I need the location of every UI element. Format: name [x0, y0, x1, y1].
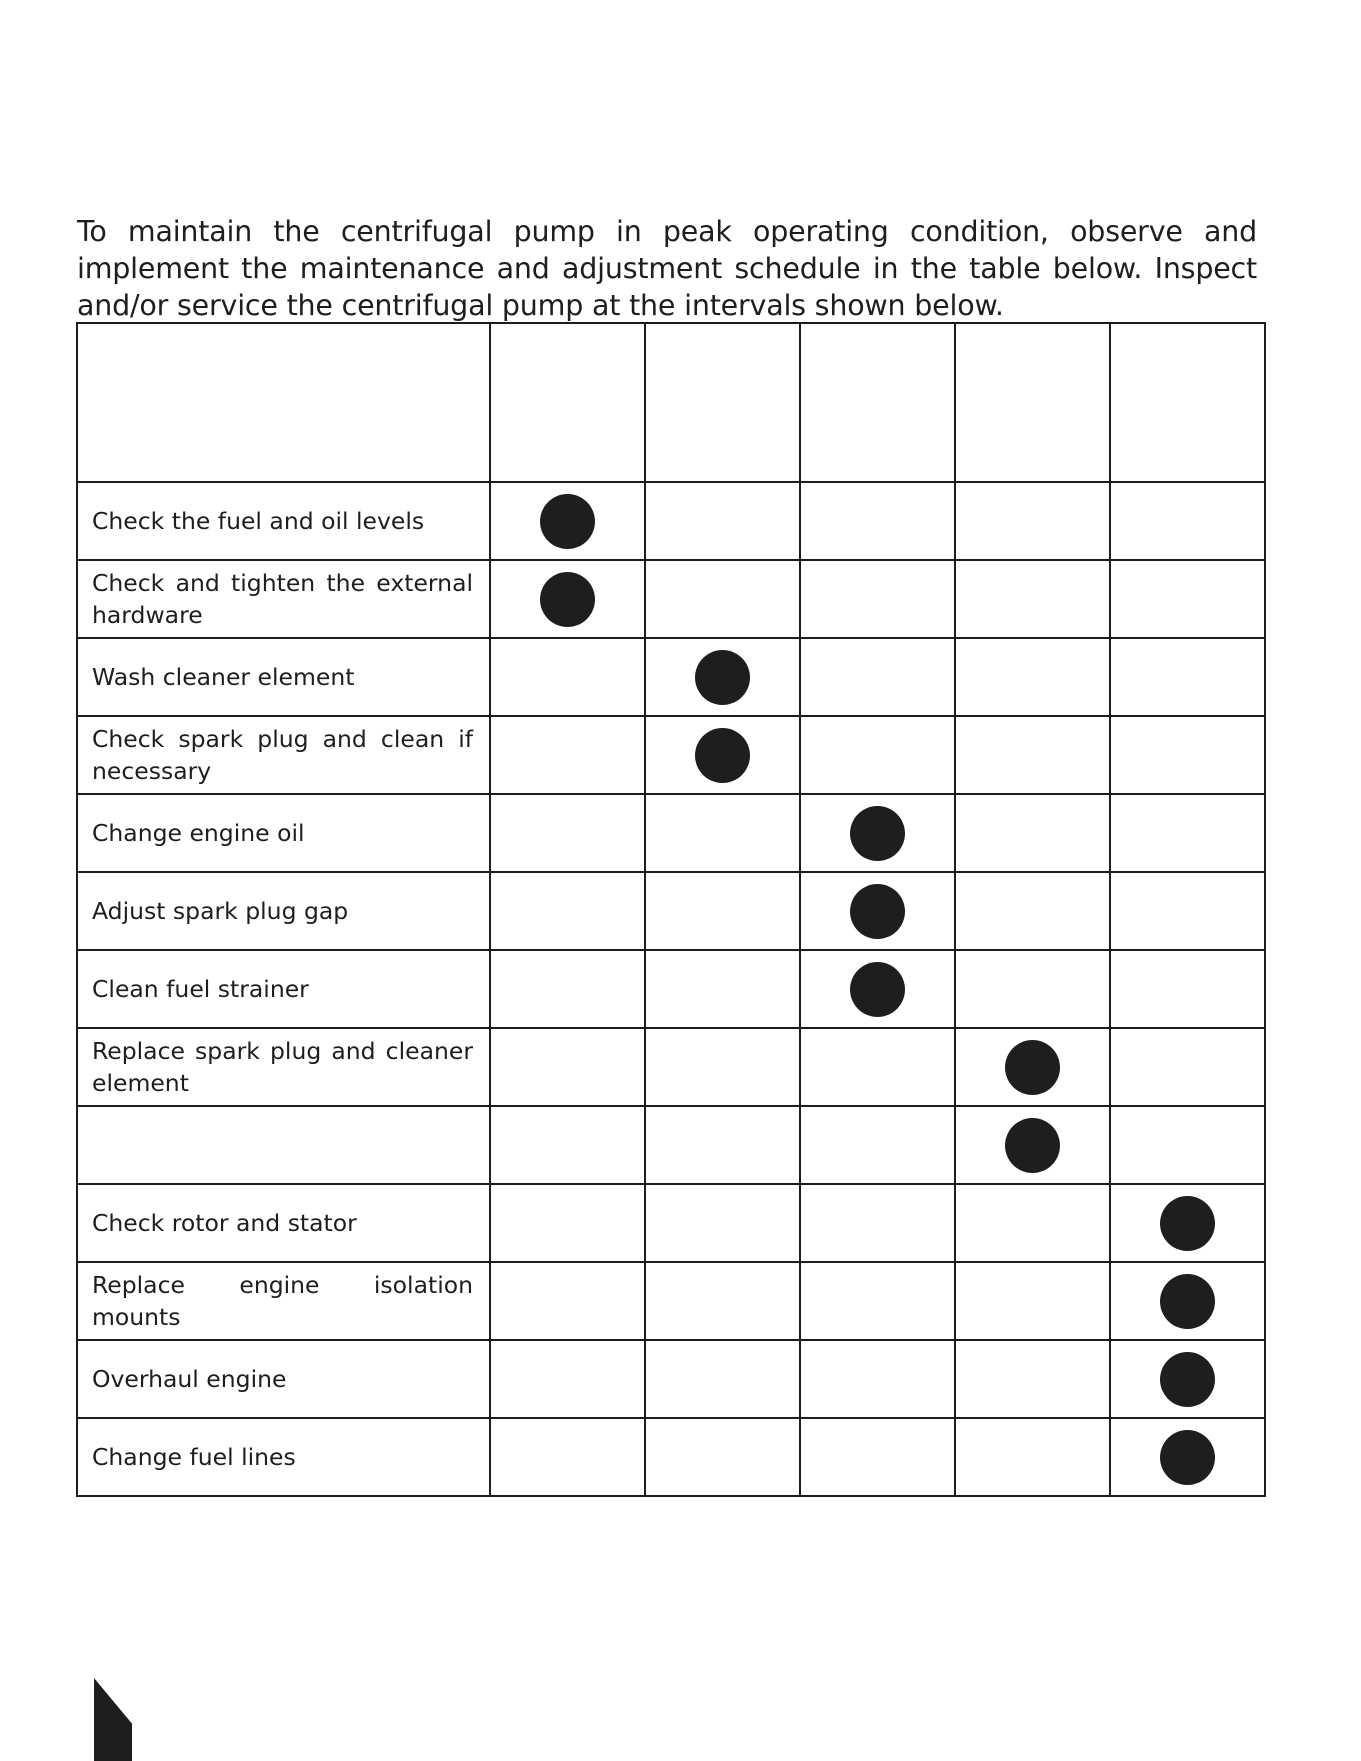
interval-cell-3: [800, 716, 955, 794]
interval-cell-2: [645, 482, 800, 560]
task-label: Check spark plug and clean if necessary: [77, 716, 490, 794]
interval-cell-4: [955, 638, 1110, 716]
table-row: [77, 1184, 1265, 1262]
interval-cell-1: [490, 482, 645, 560]
interval-cell-4: [955, 1184, 1110, 1262]
table-row: [77, 482, 1265, 560]
filled-circle-icon: [1005, 1040, 1060, 1095]
table-row: [77, 1418, 1265, 1496]
task-label: [77, 1106, 490, 1184]
interval-cell-2: [645, 1184, 800, 1262]
interval-cell-1: [490, 1418, 645, 1496]
interval-cell-1: [490, 872, 645, 950]
table-row: [77, 716, 1265, 794]
header-cell-interval-3: [800, 323, 955, 482]
interval-cell-2: [645, 1106, 800, 1184]
interval-cell-2: [645, 716, 800, 794]
header-cell-interval-2: [645, 323, 800, 482]
interval-cell-5: [1110, 794, 1265, 872]
filled-circle-icon: [1160, 1274, 1215, 1329]
interval-cell-1: [490, 560, 645, 638]
interval-cell-2: [645, 872, 800, 950]
interval-cell-5: [1110, 1262, 1265, 1340]
interval-cell-1: [490, 1184, 645, 1262]
filled-circle-icon: [695, 728, 750, 783]
task-label: Clean fuel strainer: [77, 950, 490, 1028]
task-label: Overhaul engine: [77, 1340, 490, 1418]
task-label: Check and tighten the external hardware: [77, 560, 490, 638]
interval-cell-3: [800, 872, 955, 950]
maintenance-schedule-table: [76, 322, 1266, 1497]
interval-cell-4: [955, 1106, 1110, 1184]
interval-cell-4: [955, 872, 1110, 950]
interval-cell-4: [955, 716, 1110, 794]
interval-cell-5: [1110, 716, 1265, 794]
table-header-row: [77, 323, 1265, 482]
interval-cell-5: [1110, 872, 1265, 950]
interval-cell-3: [800, 1184, 955, 1262]
filled-circle-icon: [850, 962, 905, 1017]
interval-cell-3: [800, 1106, 955, 1184]
interval-cell-5: [1110, 638, 1265, 716]
interval-cell-2: [645, 1340, 800, 1418]
interval-cell-2: [645, 638, 800, 716]
table-row: [77, 1340, 1265, 1418]
interval-cell-5: [1110, 1184, 1265, 1262]
interval-cell-5: [1110, 1340, 1265, 1418]
interval-cell-4: [955, 1028, 1110, 1106]
interval-cell-1: [490, 950, 645, 1028]
interval-cell-2: [645, 1262, 800, 1340]
interval-cell-5: [1110, 560, 1265, 638]
interval-cell-1: [490, 638, 645, 716]
header-cell-interval-4: [955, 323, 1110, 482]
interval-cell-2: [645, 950, 800, 1028]
task-label: Check rotor and stator: [77, 1184, 490, 1262]
table-row: [77, 1262, 1265, 1340]
interval-cell-5: [1110, 950, 1265, 1028]
interval-cell-5: [1110, 482, 1265, 560]
interval-cell-4: [955, 950, 1110, 1028]
table-row: [77, 560, 1265, 638]
filled-circle-icon: [1160, 1352, 1215, 1407]
table-row: [77, 794, 1265, 872]
filled-circle-icon: [1160, 1430, 1215, 1485]
task-label: Replace spark plug and cleaner element: [77, 1028, 490, 1106]
interval-cell-4: [955, 1340, 1110, 1418]
intro-paragraph: To maintain the centrifugal pump in peak operating condition, observe and implement the maintenance and adjustment schedule in the table below. Inspect and/or service the centrifugal pump at the intervals shown below.: [77, 214, 1257, 322]
filled-circle-icon: [540, 572, 595, 627]
interval-cell-3: [800, 1028, 955, 1106]
task-label: Wash cleaner element: [77, 638, 490, 716]
filled-circle-icon: [850, 806, 905, 861]
header-cell-interval-5: [1110, 323, 1265, 482]
interval-cell-1: [490, 1028, 645, 1106]
interval-cell-1: [490, 1340, 645, 1418]
interval-cell-1: [490, 1262, 645, 1340]
interval-cell-1: [490, 1106, 645, 1184]
page-corner-tab-icon: [94, 1678, 132, 1761]
filled-circle-icon: [695, 650, 750, 705]
filled-circle-icon: [1160, 1196, 1215, 1251]
interval-cell-3: [800, 1418, 955, 1496]
table-row: [77, 872, 1265, 950]
interval-cell-2: [645, 560, 800, 638]
interval-cell-3: [800, 1262, 955, 1340]
filled-circle-icon: [1005, 1118, 1060, 1173]
interval-cell-4: [955, 1262, 1110, 1340]
interval-cell-3: [800, 638, 955, 716]
interval-cell-4: [955, 482, 1110, 560]
filled-circle-icon: [850, 884, 905, 939]
task-label: Adjust spark plug gap: [77, 872, 490, 950]
task-label: Change engine oil: [77, 794, 490, 872]
interval-cell-3: [800, 950, 955, 1028]
interval-cell-1: [490, 794, 645, 872]
interval-cell-3: [800, 794, 955, 872]
interval-cell-3: [800, 560, 955, 638]
interval-cell-1: [490, 716, 645, 794]
table-row: [77, 950, 1265, 1028]
task-label: Replace engine isolation mounts: [77, 1262, 490, 1340]
header-cell-interval-1: [490, 323, 645, 482]
header-cell-task: [77, 323, 490, 482]
interval-cell-2: [645, 1418, 800, 1496]
interval-cell-3: [800, 482, 955, 560]
filled-circle-icon: [540, 494, 595, 549]
interval-cell-4: [955, 794, 1110, 872]
interval-cell-4: [955, 1418, 1110, 1496]
interval-cell-2: [645, 1028, 800, 1106]
table-row: [77, 1028, 1265, 1106]
interval-cell-5: [1110, 1028, 1265, 1106]
table-row: [77, 1106, 1265, 1184]
task-label: Change fuel lines: [77, 1418, 490, 1496]
interval-cell-5: [1110, 1418, 1265, 1496]
table-row: [77, 638, 1265, 716]
interval-cell-2: [645, 794, 800, 872]
interval-cell-4: [955, 560, 1110, 638]
task-label: Check the fuel and oil levels: [77, 482, 490, 560]
interval-cell-3: [800, 1340, 955, 1418]
interval-cell-5: [1110, 1106, 1265, 1184]
